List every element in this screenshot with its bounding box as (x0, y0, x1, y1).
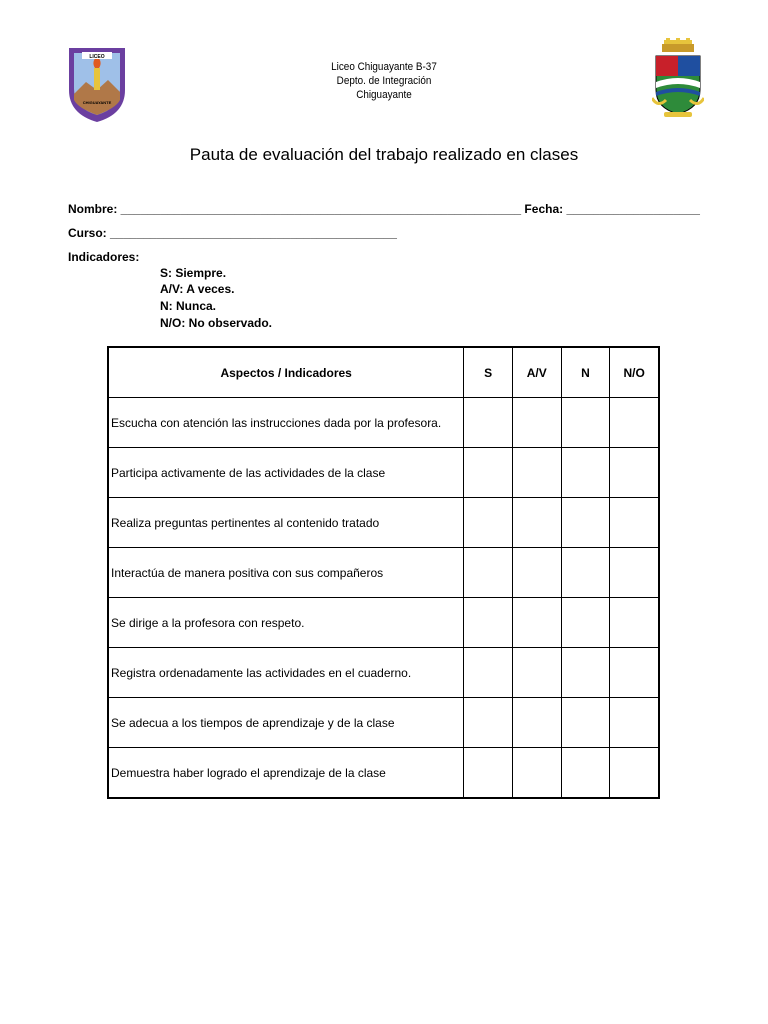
indicator-nunca: N: Nunca. (160, 299, 217, 313)
liceo-crest-logo (66, 44, 128, 124)
aspect-cell: Registra ordenadamente las actividades en el cuaderno. (108, 648, 464, 698)
table-row (108, 498, 659, 548)
header-no: N/O (610, 347, 659, 398)
check-cell-s[interactable] (464, 748, 513, 799)
name-date-field: Nombre: ____________________________________________________________ Fecha: ____________________ (68, 202, 700, 216)
check-cell-s[interactable] (464, 648, 513, 698)
check-cell-s[interactable] (464, 448, 513, 498)
check-cell-no[interactable] (610, 748, 659, 799)
check-cell-n[interactable] (561, 748, 610, 799)
header-n: N (561, 347, 610, 398)
check-cell-no[interactable] (610, 548, 659, 598)
table-row (108, 448, 659, 498)
header-av: A/V (512, 347, 561, 398)
table-row (108, 548, 659, 598)
check-cell-no[interactable] (610, 648, 659, 698)
table-row (108, 648, 659, 698)
check-cell-s[interactable] (464, 698, 513, 748)
check-cell-n[interactable] (561, 498, 610, 548)
check-cell-no[interactable] (610, 398, 659, 448)
check-cell-no[interactable] (610, 448, 659, 498)
check-cell-av[interactable] (512, 448, 561, 498)
aspect-cell: Se adecua a los tiempos de aprendizaje y de la clase (108, 698, 464, 748)
check-cell-av[interactable] (512, 498, 561, 548)
indicators-label: Indicadores: (68, 250, 140, 264)
indicator-siempre: S: Siempre. (160, 266, 227, 280)
check-cell-s[interactable] (464, 498, 513, 548)
table-row (108, 598, 659, 648)
course-field: Curso: ___________________________________________ (68, 226, 397, 240)
table-row (108, 748, 659, 799)
aspect-cell: Se dirige a la profesora con respeto. (108, 598, 464, 648)
check-cell-av[interactable] (512, 648, 561, 698)
check-cell-no[interactable] (610, 598, 659, 648)
indicator-a-veces: A/V: A veces. (160, 282, 235, 296)
school-name: Liceo Chiguayante B-37 (331, 61, 437, 73)
chiguayante-coat-of-arms (652, 38, 704, 120)
check-cell-n[interactable] (561, 398, 610, 448)
check-cell-n[interactable] (561, 648, 610, 698)
document-title: Pauta de evaluación del trabajo realizado en clases (189, 145, 579, 164)
check-cell-av[interactable] (512, 748, 561, 799)
header-s: S (464, 347, 513, 398)
table-row (108, 398, 659, 448)
header-aspects: Aspectos / Indicadores (108, 347, 464, 398)
aspect-cell: Participa activamente de las actividades de la clase (108, 448, 464, 498)
school-header (294, 60, 474, 102)
department: Depto. de Integración (336, 75, 432, 87)
aspect-cell: Escucha con atención las instrucciones dada por la profesora. (108, 398, 464, 448)
crest-bottom-text: CHIGUAYANTE (82, 100, 112, 105)
check-cell-av[interactable] (512, 698, 561, 748)
indicator-no-observado: N/O: No observado. (160, 316, 273, 330)
check-cell-av[interactable] (512, 398, 561, 448)
aspect-cell: Demuestra haber logrado el aprendizaje de la clase (108, 748, 464, 799)
check-cell-s[interactable] (464, 548, 513, 598)
aspect-cell: Interactúa de manera positiva con sus compañeros (108, 548, 464, 598)
check-cell-n[interactable] (561, 548, 610, 598)
check-cell-n[interactable] (561, 698, 610, 748)
check-cell-no[interactable] (610, 498, 659, 548)
check-cell-av[interactable] (512, 598, 561, 648)
city: Chiguayante (356, 89, 412, 101)
table-header-row (108, 347, 659, 398)
check-cell-n[interactable] (561, 598, 610, 648)
check-cell-no[interactable] (610, 698, 659, 748)
check-cell-n[interactable] (561, 448, 610, 498)
check-cell-s[interactable] (464, 398, 513, 448)
table-row (108, 698, 659, 748)
check-cell-s[interactable] (464, 598, 513, 648)
crest-top-text: LICEO (89, 54, 105, 60)
check-cell-av[interactable] (512, 548, 561, 598)
aspect-cell: Realiza preguntas pertinentes al contenido tratado (108, 498, 464, 548)
evaluation-table (107, 346, 660, 799)
